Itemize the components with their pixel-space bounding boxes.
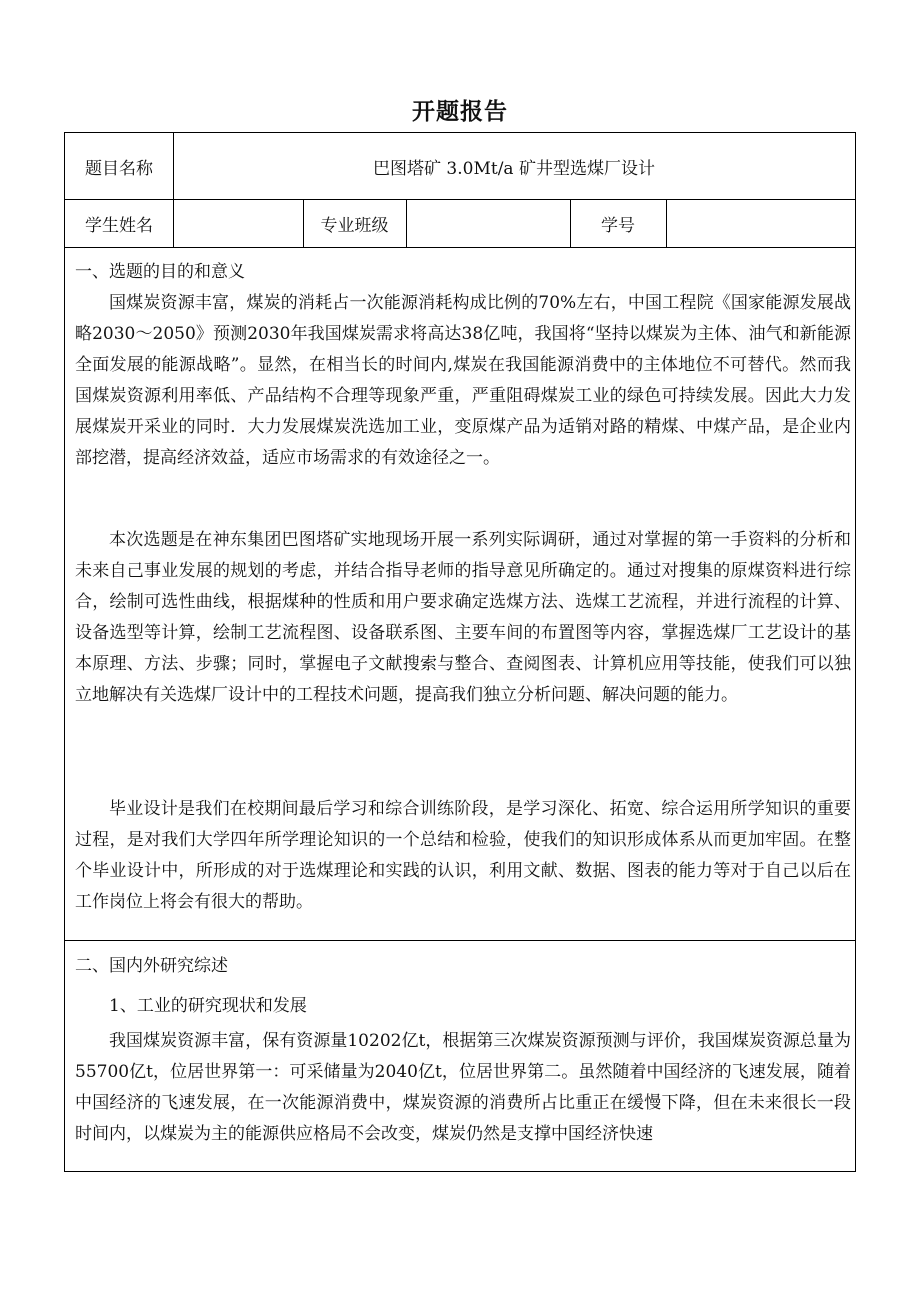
student-id-label: 学号 <box>601 215 635 236</box>
document-title: 开题报告 <box>412 98 508 125</box>
section-2-subheading: 1、工业的研究现状和发展 <box>109 996 307 1016</box>
section-2-heading: 二、国内外研究综述 <box>75 956 228 976</box>
topic-value: 巴图塔矿 3.0Mt/a 矿井型选煤厂设计 <box>373 158 655 179</box>
proposal-table <box>64 132 856 1172</box>
row-divider <box>65 247 855 248</box>
major-class-label: 专业班级 <box>320 215 389 236</box>
major-class-value <box>406 199 570 247</box>
student-id-value <box>666 199 855 247</box>
student-name-value <box>173 199 303 247</box>
section-2-paragraph-1: 我国煤炭资源丰富，保有资源量10202亿t，根据第三次煤炭资源预测与评价，我国煤炭资源总量为55700亿t，位居世界第一：可采储量为2040亿t，位居世界第二。虽然随着中国经济的飞速发展，随着中国经济的飞速发展，在一次能源消费中，煤炭资源的消费所占比重正在缓慢下降，但在未来很长一段时间内，以煤炭为主的能源供应格局不会改变，煤炭仍然是支撑中国经济快速 <box>75 1031 851 1144</box>
section-1-paragraph-3: 毕业设计是我们在校期间最后学习和综合训练阶段，是学习深化、拓宽、综合运用所学知识的重要过程，是对我们大学四年所学理论知识的一个总结和检验，使我们的知识形成体系从而更加牢固。在整个毕业设计中，所形成的对于选煤理论和实践的认识，利用文献、数据、图表的能力等对于自己以后在工作岗位上将会有很大的帮助。 <box>75 799 851 912</box>
section-1-paragraph-2: 本次选题是在神东集团巴图塔矿实地现场开展一系列实际调研，通过对掌握的第一手资料的分析和未来自己事业发展的规划的考虑，并结合指导老师的指导意见所确定的。通过对搜集的原煤资料进行综合，绘制可选性曲线，根据煤种的性质和用户要求确定选煤方法、选煤工艺流程，并进行流程的计算、设备选型等计算，绘制工艺流程图、设备联系图、主要车间的布置图等内容，掌握选煤厂工艺设计的基本原理、方法、步骤；同时，掌握电子文献搜索与整合、查阅图表、计算机应用等技能，使我们可以独立地解决有关选煤厂设计中的工程技术问题，提高我们独立分析问题、解决问题的能力。 <box>75 530 851 705</box>
row-divider <box>65 940 855 941</box>
section-1-paragraph-1: 国煤炭资源丰富，煤炭的消耗占一次能源消耗构成比例的70%左右，中国工程院《国家能源发展战略2030～2050》预测2030年我国煤炭需求将高达38亿吨，我国将“坚持以煤炭为主体、油气和新能源全面发展的能源战略”。显然，在相当长的时间内,煤炭在我国能源消费中的主体地位不可替代。然而我国煤炭资源利用率低、产品结构不合理等现象严重，严重阻碍煤炭工业的绿色可持续发展。因此大力发展煤炭开采业的同时．大力发展煤炭洗选加工业，变原煤产品为适销对路的精煤、中煤产品，是企业内部挖潜，提高经济效益，适应市场需求的有效途径之一。 <box>75 293 851 468</box>
section-1-heading: 一、选题的目的和意义 <box>75 262 245 282</box>
topic-label: 题目名称 <box>85 158 153 179</box>
student-name-label: 学生姓名 <box>85 215 153 236</box>
